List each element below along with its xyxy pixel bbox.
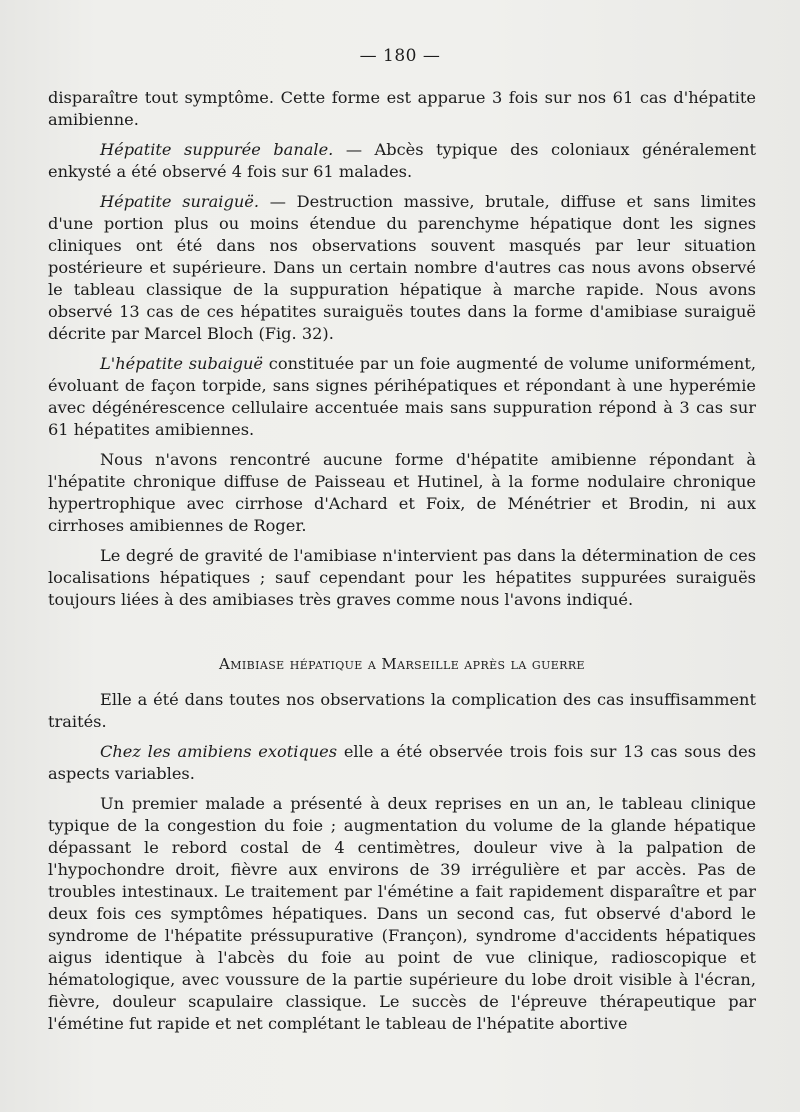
paragraph-lead: L'hépatite subaiguë bbox=[100, 354, 264, 373]
paragraph: Un premier malade a présenté à deux reprises en un an, le tableau clinique typique de la congestion du foie ; augmentation du volume de la glande hépatique dépassant le rebord costal de 4 centimètres, douleur vive à la palpation de l'hypochondre droit, fièvre aux environs de 39 irrégulière et par accès. Pas de troubles intestinaux. Le traitement par l'émétine a fait rapidement disparaître et par deux fois ces symptômes hépatiques. Dans un second cas, fut observé d'abord le syndrome de l'hépatite préssupurative (Françon), syndrome d'accidents hépatiques aigus identique à l'abcès du foie au point de vue clinique, radioscopique et hématologique, avec voussure de la partie supérieure du lobe droit visible à l'écran, fièvre, douleur scapulaire classique. Le succès de l'épreuve thérapeutique par l'émétine fut rapide et net complétant le tableau de l'hépatite abortive bbox=[48, 794, 756, 1033]
paragraph: Elle a été dans toutes nos observations la complication des cas insuffisamment traités. bbox=[48, 690, 756, 731]
paragraph: Nous n'avons rencontré aucune forme d'hépatite amibienne répondant à l'hépatite chronique diffuse de Paisseau et Hutinel, à la forme nodulaire chronique hypertrophique avec cirrhose d'Achard et Foix, de Ménétrier et Brodin, ni aux cirrhoses amibiennes de Roger. bbox=[48, 450, 756, 535]
paragraph: Hépatite suppurée banale. — Abcès typique des coloniaux généralement enkysté a été observé 4 fois sur 61 malades. bbox=[48, 140, 756, 181]
section-heading: Amibiase hépatique a Marseille après la guerre bbox=[219, 655, 585, 673]
paragraph: Hépatite suraiguë. — Destruction massive, brutale, diffuse et sans limites d'une portion plus ou moins étendue du parenchyme hépatique dont les signes cliniques ont été dans nos observations souvent masqués par leur situation postérieure et supérieure. Dans un certain nombre d'autres cas nous avons observé le tableau classique de la suppuration hépatique à marche rapide. Nous avons observé 13 cas de ces hépatites suraiguës toutes dans la forme d'amibiase suraiguë décrite par Marcel Bloch (Fig. 32). bbox=[48, 192, 757, 343]
paragraph: L'hépatite subaiguë constituée par un foie augmenté de volume uniformément, évoluant de façon torpide, sans signes périhépatiques et répondant à une hyperémie avec dégénérescence cellulaire accentuée mais sans suppuration répond à 3 cas sur 61 hépatites amibiennes. bbox=[48, 354, 756, 439]
paragraph: Le degré de gravité de l'amibiase n'intervient pas dans la détermination de ces localisations hépatiques ; sauf cependant pour les hépatites suppurées suraiguës toujours liées à des amibiases très graves comme nous l'avons indiqué. bbox=[48, 546, 756, 609]
paragraph-lead: Chez les amibiens exotiques bbox=[100, 742, 338, 761]
paragraph: Chez les amibiens exotiques elle a été observée trois fois sur 13 cas sous des aspects variables. bbox=[48, 742, 756, 783]
paragraph: disparaître tout symptôme. Cette forme est apparue 3 fois sur nos 61 cas d'hépatite amibienne. bbox=[48, 88, 756, 129]
paragraph-lead: Hépatite suppurée banale. bbox=[100, 140, 334, 159]
page-number: — 180 — bbox=[359, 46, 441, 66]
paragraph-lead: Hépatite suraiguë. bbox=[100, 192, 260, 211]
body-text bbox=[48, 87, 756, 1043]
